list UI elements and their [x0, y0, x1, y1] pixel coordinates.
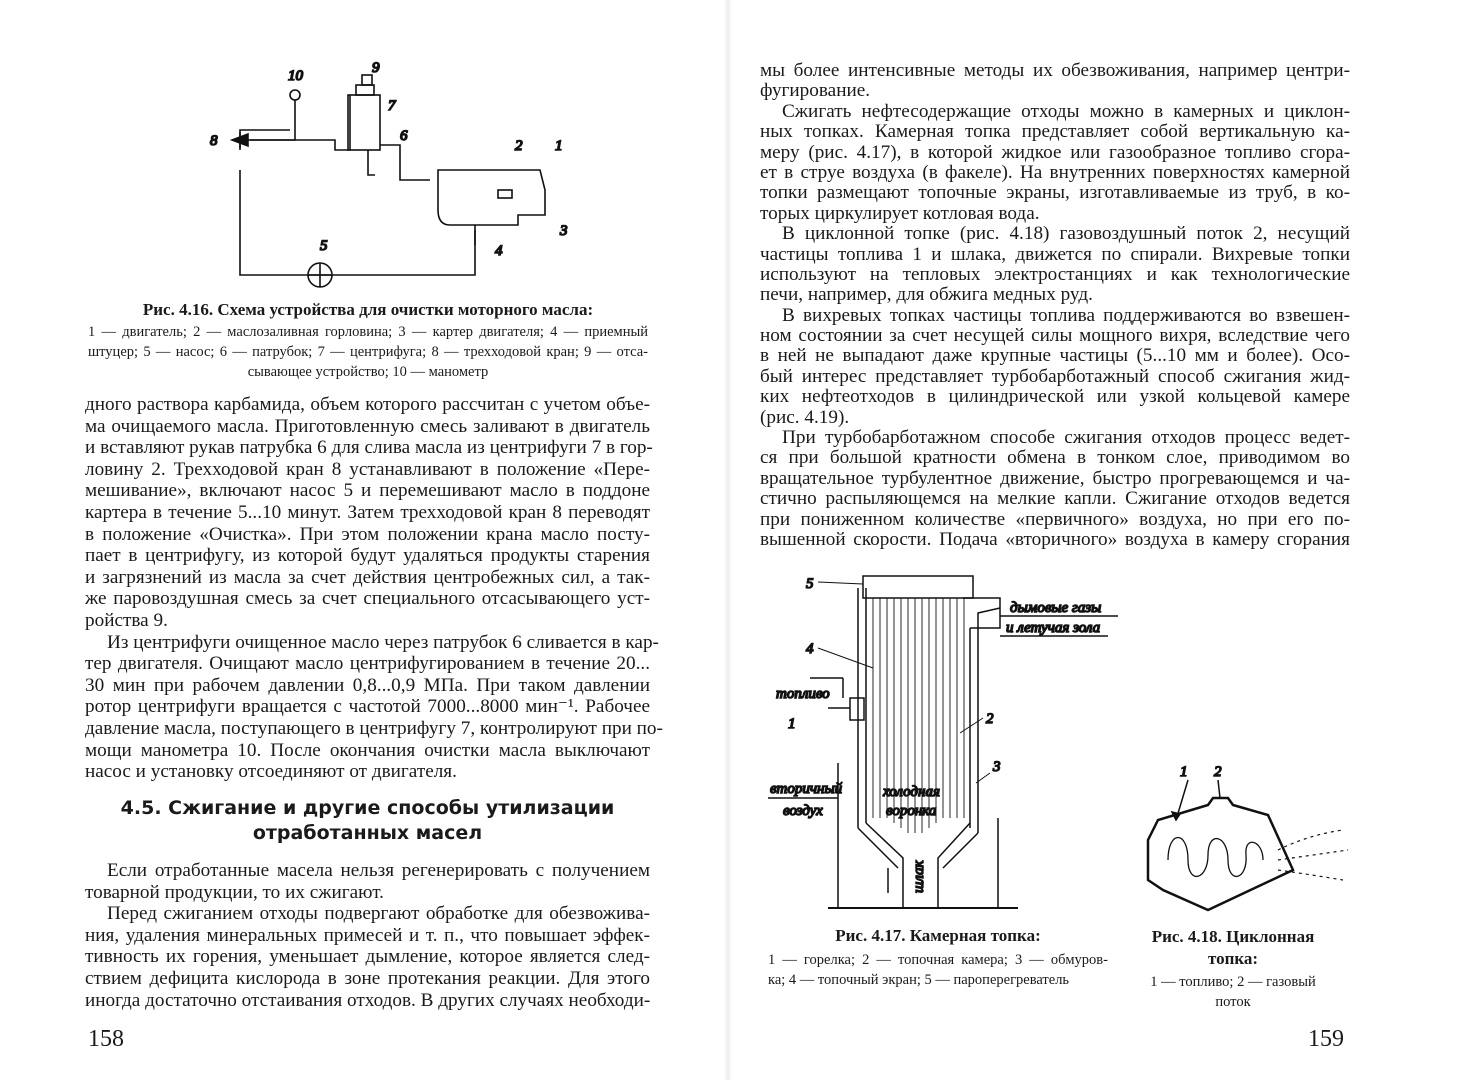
text-line: В циклонной топке (рис. 4.18) газовоздушный поток 2, несущий: [782, 223, 1350, 245]
text-line: Из центрифуги очищенное масло через патрубок 6 сливается в кар-: [107, 631, 659, 653]
figure-4-18-title: [1128, 926, 1338, 970]
text-line: мощи манометра 10. После окончания очистки масла выключают: [85, 739, 650, 761]
text-line: топки размещают топочные экраны, изготавливаемые из труб, в ко-: [760, 182, 1350, 204]
fig417-label-2: 2: [986, 711, 994, 727]
text-line: торых циркулирует котловая вода.: [760, 202, 1040, 224]
fig417-label-fuel: топливо: [776, 686, 830, 702]
text-line: же паровоздушная смесь за счет специального отсасывающего уст-: [85, 588, 650, 610]
fig416-label-10: 10: [288, 68, 303, 84]
fig417-label-slag: шлак: [911, 860, 927, 893]
fig418-label-1: 1: [1180, 764, 1188, 780]
legend-line: 1 — горелка; 2 — топочная камера; 3 — обмуров-: [768, 952, 1108, 968]
text-line: (рис. 4.19).: [760, 406, 850, 428]
legend-line: сывающее устройство; 10 — манометр: [247, 364, 489, 380]
text-line: мы более интенсивные методы их обезвоживания, например центри-: [760, 60, 1350, 81]
figure-4-18-title-line: топка:: [1207, 949, 1259, 968]
text-line: частицы топлива 1 и шлака, движется по спирали. Вихревые топки: [760, 243, 1350, 265]
text-line: В вихревых топках частицы топлива поддерживаются во взвешен-: [782, 304, 1350, 326]
figure-4-17-title: Рис. 4.17. Камерная топка:: [835, 926, 1041, 945]
section-heading: [85, 796, 650, 846]
fig417-label-flue: дымовые газы: [1010, 600, 1102, 616]
text-line: ся при большой кратности обмена в тонком слое, приводимом во: [760, 447, 1350, 469]
legend-line: ка; 4 — топочный экран; 5 — пароперегреватель: [768, 972, 1070, 988]
text-line: ких нефтеотходов в цилиндрической или узкой кольцевой камере: [760, 386, 1350, 408]
text-line: Сжигать нефтесодержащие отходы можно в камерных и циклон-: [782, 100, 1350, 122]
text-line: бый интерес представляет турбобарботажный способ сжигания жид-: [760, 365, 1350, 387]
legend-line: поток: [1215, 994, 1251, 1010]
figure-4-17-legend: [768, 950, 1108, 990]
fig417-label-1: 1: [788, 716, 796, 732]
legend-line: штуцер; 5 — насос; 6 — патрубок; 7 — центрифуга; 8 — трехходовой кран; 9 — отса-: [88, 344, 648, 360]
page-159: [728, 0, 1457, 1080]
body-text: [85, 860, 650, 1011]
figure-4-18-diagram: [1128, 760, 1358, 920]
text-line: печи, например, для обжига медных руд.: [760, 284, 1093, 306]
text-line: в ней не выпадают даже крупные частицы (5...10 мм и более). Осо-: [760, 345, 1350, 367]
fig416-label-4: 4: [495, 243, 503, 259]
text-line: при пониженном количестве «первичного» воздуха, но при его по-: [760, 508, 1350, 530]
text-line: в положение «Очистка». При этом положении крана масло посту-: [85, 523, 650, 545]
text-line: ротор центрифуги вращается с частотой 7000...8000 мин⁻¹. Рабочее: [85, 696, 650, 718]
fig417-label-air: воздух: [783, 803, 823, 819]
text-line: меру (рис. 4.17), в которой жидкое или газообразное топливо сгора-: [760, 141, 1350, 163]
fig416-label-8: 8: [210, 133, 218, 149]
text-line: Если отработанные масела нельзя регенерировать с получением: [107, 860, 650, 881]
fig416-label-2: 2: [515, 138, 523, 154]
section-heading-line: отработанных масел: [252, 822, 483, 844]
text-line: 30 мин при рабочем давлении 0,8...0,9 МПа. При таком давлении: [85, 674, 650, 696]
page-number: 159: [1308, 1026, 1344, 1052]
text-line: фугирование.: [760, 80, 871, 102]
figure-4-17-diagram: [738, 568, 1123, 918]
fig416-label-9: 9: [372, 60, 380, 76]
text-line: ствием дефицита кислорода в зоне протекания реакции. Для этого: [85, 967, 650, 989]
body-text: [760, 61, 1350, 550]
fig417-label-4: 4: [806, 641, 814, 657]
fig417-label-secondary: вторичный: [770, 781, 843, 797]
text-line: ловину 2. Трехходовой кран 8 устанавливают в положение «Пере-: [85, 458, 650, 480]
text-line: мешивание», включают насос 5 и перемешивают масло в поддоне: [85, 480, 650, 502]
text-line: стично распыляющемся на мелкие капли. Сжигание отходов ведется: [760, 488, 1350, 510]
section-heading-line: 4.5. Сжигание и другие способы утилизации: [120, 797, 615, 819]
text-line: дного раствора карбамида, объем которого рассчитан с учетом объе-: [85, 394, 650, 415]
figure-4-16-legend: [88, 322, 648, 382]
figure-4-18-title-line: Рис. 4.18. Циклонная: [1151, 927, 1315, 946]
page-number: 158: [88, 1026, 124, 1052]
legend-line: 1 — топливо; 2 — газовый: [1150, 974, 1316, 990]
fig417-label-5: 5: [806, 576, 814, 592]
fig417-label-funnel: воронка: [886, 803, 937, 819]
text-line: вращательное турбулентное движение, быстро прогревающемся и ча-: [760, 467, 1350, 489]
text-line: ных топках. Камерная топка представляет собой вертикальную ка-: [760, 121, 1350, 143]
text-line: пает в центрифугу, из которой будут удаляться продукты старения: [85, 545, 650, 567]
text-line: ма очищаемого масла. Приготовленную смесь заливают в двигатель: [85, 415, 650, 437]
fig416-label-3: 3: [560, 223, 568, 239]
text-line: насос и установку отсоединяют от двигателя.: [85, 761, 457, 783]
text-line: При турбобарботажном способе сжигания отходов процесс ведет-: [782, 427, 1350, 449]
text-line: картера в течение 5...10 минут. Затем трехходовой кран 8 переводят: [85, 501, 650, 523]
text-line: ния, удаления минеральных примесей и т. п., что повышает эффек-: [85, 924, 650, 946]
text-line: используют на тепловых электростанциях и как технологические: [760, 263, 1350, 285]
text-line: вышенной скорости. Подача «вторичного» воздуха в камеру сгорания: [760, 528, 1350, 550]
text-line: тивность их горения, уменьшает дымление, которое является след-: [85, 946, 650, 968]
text-line: Перед сжиганием отходы подвергают обработке для обезвожива-: [107, 903, 650, 925]
fig416-label-5: 5: [320, 238, 328, 254]
text-line: товарной продукции, то их сжигают.: [85, 881, 384, 903]
figure-4-16-diagram: [200, 60, 620, 290]
text-line: ет в струе воздуха (в факеле). На внутренних поверхностях камерной: [760, 161, 1350, 183]
fig417-label-cold: холодная: [883, 784, 940, 800]
text-line: и загрязнений из масла за счет действия центробежных сил, а так-: [85, 566, 650, 588]
text-line: иногда достаточно отстаивания отходов. В других случаях необходи-: [85, 989, 651, 1011]
fig416-label-1: 1: [555, 138, 563, 154]
text-line: ройства 9.: [85, 609, 168, 631]
text-line: тер двигателя. Очищают масло центрифугированием в течение 20...: [85, 653, 650, 675]
text-line: ном состоянии за счет несущей силы мощного вихря, вследствие чего: [760, 325, 1350, 347]
fig418-label-2: 2: [1214, 764, 1222, 780]
fig417-label-ash: и летучая зола: [1006, 620, 1101, 636]
figure-4-18-legend: [1133, 972, 1333, 1012]
text-line: и вставляют рукав патрубка 6 для слива масла из центрифуги 7 в гор-: [85, 437, 653, 459]
text-line: давление масла, поступающего в центрифугу 7, контролируют при по-: [85, 717, 663, 739]
fig416-label-6: 6: [400, 128, 408, 144]
page-158: [0, 0, 728, 1080]
figure-4-16-title: Рис. 4.16. Схема устройства для очистки моторного масла:: [142, 300, 594, 319]
fig417-label-3: 3: [993, 759, 1001, 775]
legend-line: 1 — двигатель; 2 — маслозаливная горловина; 3 — картер двигателя; 4 — приемный: [88, 324, 648, 340]
body-text: [85, 394, 663, 783]
fig416-label-7: 7: [388, 98, 396, 114]
